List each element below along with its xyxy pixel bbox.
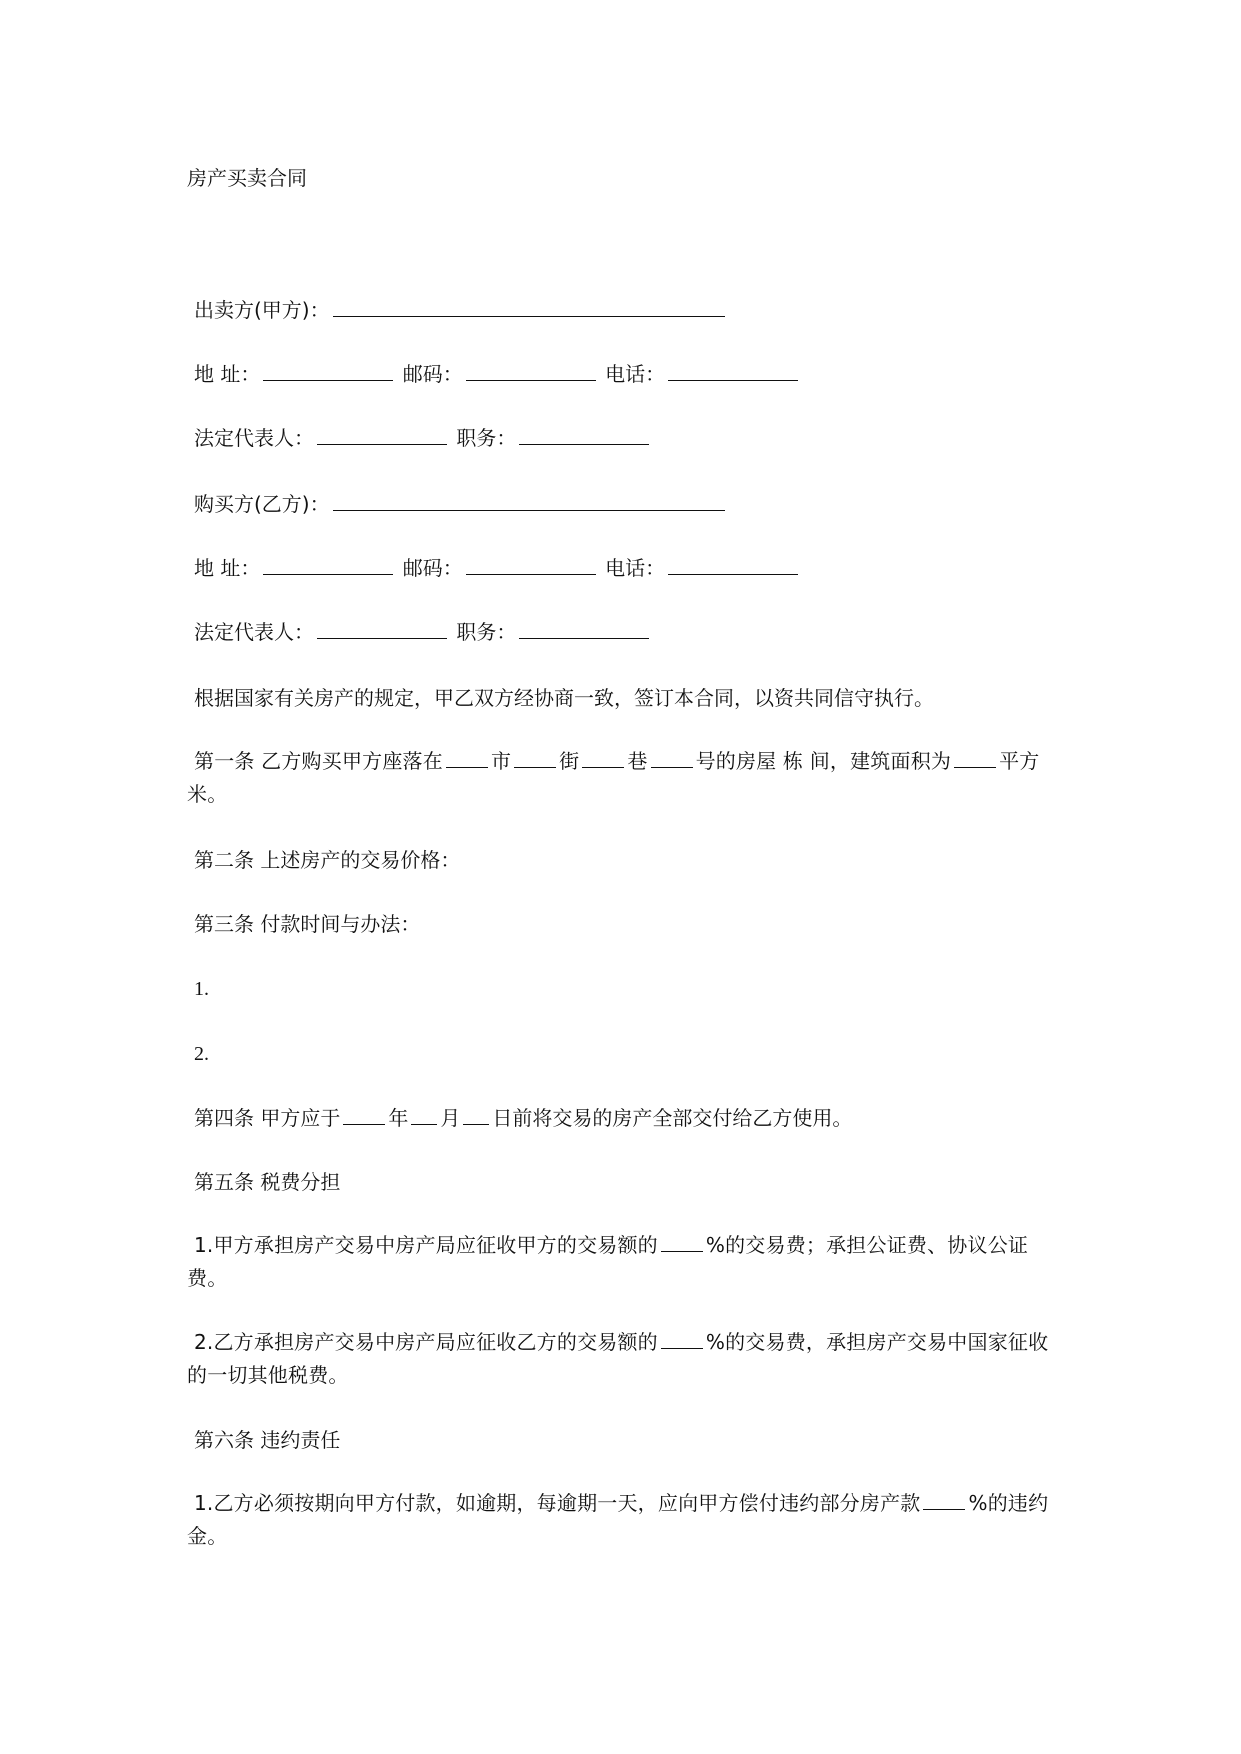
article-1-number-suffix: 号的房屋 栋 间，建筑面积为 [695, 749, 952, 773]
preamble: 根据国家有关房产的规定，甲乙双方经协商一致，签订本合同，以资共同信守执行。 [194, 686, 934, 710]
buyer-address-blank [263, 554, 393, 575]
seller-phone-label: 电话： [605, 362, 666, 386]
article-1 [187, 745, 1049, 811]
year-blank [343, 1104, 385, 1125]
article-4-prefix: 第四条 甲方应于 [194, 1106, 341, 1130]
seller-position-blank [519, 424, 649, 445]
day-blank [463, 1104, 489, 1125]
lane-blank [582, 747, 624, 768]
article-4-month: 月 [440, 1106, 461, 1130]
buyer-party-line [194, 490, 728, 518]
article-6-item-1-prefix: 1.乙方必须按期向甲方付款，如逾期，每逾期一天，应向甲方偿付违约部分房产款 [194, 1491, 921, 1515]
buyer-phone-label: 电话： [605, 556, 666, 580]
article-3: 第三条 付款时间与办法： [194, 912, 421, 936]
seller-position-label: 职务： [456, 426, 517, 450]
article-6-item-1 [187, 1487, 1049, 1553]
article-6: 第六条 违约责任 [194, 1428, 341, 1452]
buyer-contact-line [194, 554, 801, 582]
seller-contact-line [194, 360, 801, 388]
article-5: 第五条 税费分担 [194, 1170, 341, 1194]
article-1-city: 市 [490, 749, 512, 773]
street-blank [514, 747, 556, 768]
buyer-postcode-label: 邮码： [402, 556, 463, 580]
buyer-position-blank [519, 618, 649, 639]
buyer-legal-rep-blank [317, 618, 447, 639]
buyer-position-label: 职务： [456, 620, 517, 644]
buyer-legal-rep-label: 法定代表人： [194, 620, 314, 644]
article-4-year: 年 [388, 1106, 409, 1130]
article-1-lane: 巷 [627, 749, 648, 773]
buyer-party-blank [333, 490, 725, 511]
buyer-postcode-blank [466, 554, 596, 575]
article-6-item-1-suffix: %的违约金。 [187, 1491, 1049, 1548]
seller-postcode-label: 邮码： [402, 362, 463, 386]
article-5-item-1 [187, 1229, 1049, 1295]
article-4-suffix: 日前将交易的房产全部交付给乙方使用。 [492, 1106, 853, 1130]
city-blank [446, 747, 488, 768]
document-title: 房产买卖合同 [187, 166, 307, 190]
seller-rep-line [194, 424, 652, 452]
seller-party-blank [333, 296, 725, 317]
payment-item-1: 1. [194, 978, 209, 1000]
seller-address-blank [263, 360, 393, 381]
seller-party-line [194, 296, 728, 324]
seller-postcode-blank [466, 360, 596, 381]
buyer-rep-line [194, 618, 652, 646]
seller-address-label: 地 址： [194, 362, 261, 386]
month-blank [411, 1104, 437, 1125]
article-5-item-2-suffix: %的交易费，承担房产交易中国家征收的一切其他税费。 [187, 1330, 1049, 1387]
seller-legal-rep-blank [317, 424, 447, 445]
buyer-party-label: 购买方(乙方)： [194, 492, 330, 516]
penalty-percent-blank [923, 1489, 965, 1510]
seller-legal-rep-label: 法定代表人： [194, 426, 314, 450]
article-5-item-2-prefix: 2.乙方承担房产交易中房产局应征收乙方的交易额的 [194, 1330, 658, 1354]
buyer-address-label: 地 址： [194, 556, 261, 580]
house-number-blank [651, 747, 693, 768]
article-2: 第二条 上述房产的交易价格： [194, 848, 461, 872]
buyer-fee-percent-blank [661, 1328, 703, 1349]
seller-party-label: 出卖方(甲方)： [194, 298, 330, 322]
article-1-unit: 平方米。 [187, 749, 1040, 806]
article-1-street: 街 [559, 749, 580, 773]
buyer-phone-blank [668, 554, 798, 575]
seller-fee-percent-blank [661, 1231, 703, 1252]
seller-phone-blank [668, 360, 798, 381]
article-5-item-2 [187, 1326, 1049, 1392]
article-5-item-1-suffix: %的交易费；承担公证费、协议公证费。 [187, 1233, 1029, 1290]
article-5-item-1-prefix: 1.甲方承担房产交易中房产局应征收甲方的交易额的 [194, 1233, 658, 1257]
article-4 [194, 1104, 852, 1132]
article-1-prefix: 第一条 乙方购买甲方座落在 [194, 749, 443, 773]
area-blank [954, 747, 996, 768]
payment-item-2: 2. [194, 1043, 209, 1065]
